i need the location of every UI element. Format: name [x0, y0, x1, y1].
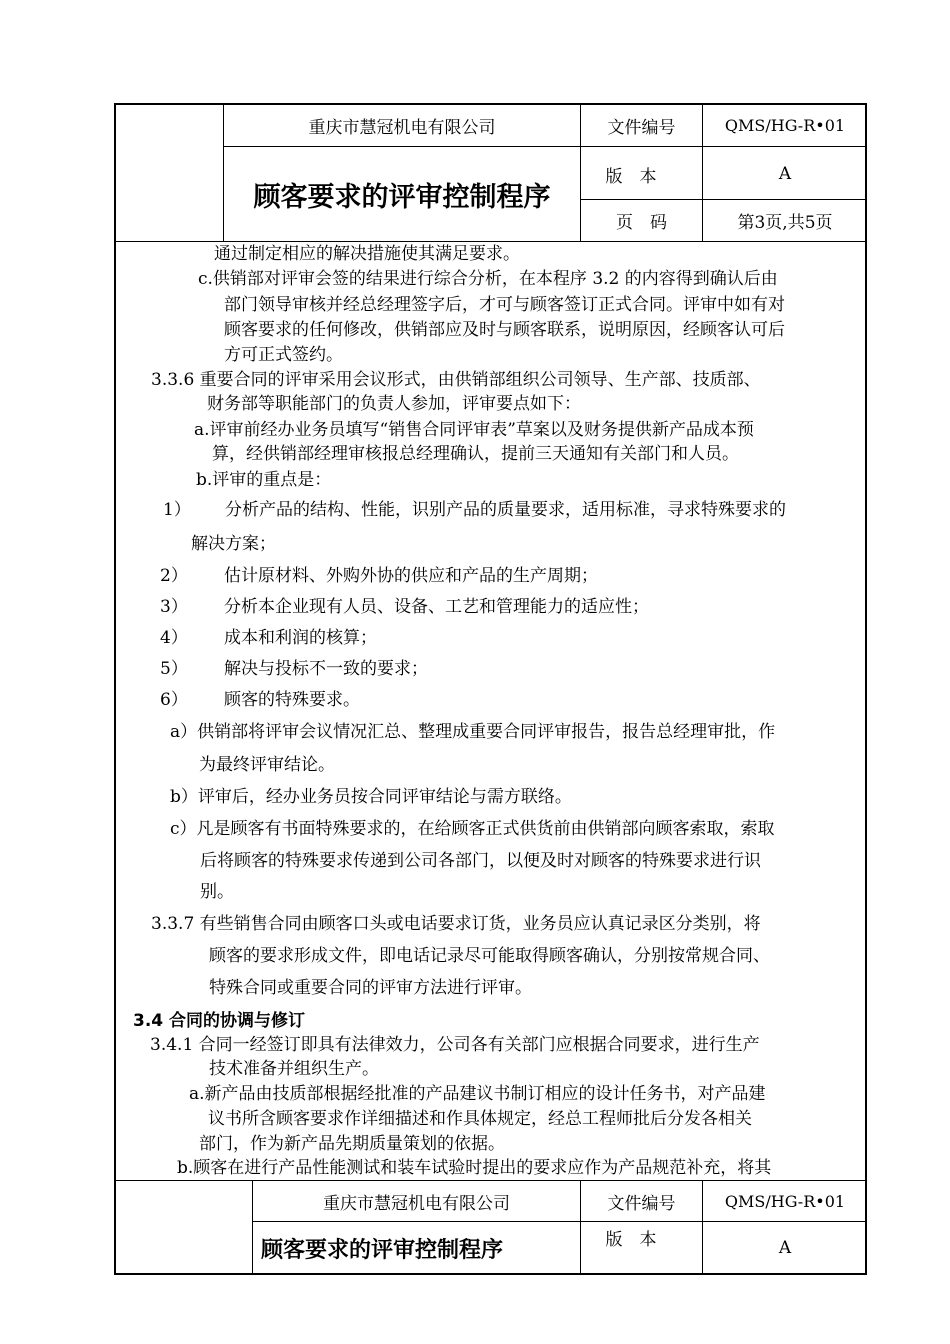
header-doc-title: 顾客要求的评审控制程序 [253, 181, 551, 213]
section-heading: 3.4 合同的协调与修订 [133, 1011, 306, 1031]
body-text-line: 3.4.1 合同一经签订即具有法律效力，公司各有关部门应根据合同要求，进行生产 [150, 1035, 760, 1055]
body-text-line: 分析本企业现有人员、设备、工艺和管理能力的适应性； [224, 597, 649, 617]
body-text-line: b）评审后，经办业务员按合同评审结论与需方联络。 [170, 787, 572, 807]
list-marker: 4） [160, 628, 188, 648]
body-text-line: 顾客的要求形成文件，即电话记录尽可能取得顾客确认，分别按常规合同、 [209, 946, 770, 966]
footer-doc-title: 顾客要求的评审控制程序 [261, 1237, 504, 1263]
footer-company: 重庆市慧冠机电有限公司 [323, 1193, 510, 1214]
header-bottom-line [114, 241, 867, 242]
version-value: A [778, 164, 792, 184]
body-text-line: 算，经供销部经理审核报总经理确认，提前三天通知有关部门和人员。 [212, 444, 739, 464]
body-text-line: 部门，作为新产品先期质量策划的依据。 [199, 1134, 505, 1154]
body-text-line: 3.3.6 重要合同的评审采用会议形式，由供销部组织公司领导、生产部、技质部、 [151, 370, 761, 390]
footer-doc-no-value: QMS/HG-R•01 [724, 1191, 846, 1211]
footer-version-label: 版 本 [605, 1229, 657, 1250]
body-text-line: 通过制定相应的解决措施使其满足要求。 [214, 244, 520, 264]
body-text-line: 为最终评审结论。 [199, 755, 335, 775]
body-text-line: a）供销部将评审会议情况汇总、整理成重要合同评审报告，报告总经理审批，作 [170, 722, 776, 742]
body-text-line: 部门领导审核并经总经理签字后，才可与顾客签订正式合同。评审中如有对 [224, 295, 785, 315]
footer-doc-no-label: 文件编号 [607, 1193, 676, 1214]
body-text-line: 后将顾客的特殊要求传递到公司各部门，以便及时对顾客的特殊要求进行识 [200, 851, 761, 871]
list-marker: 3） [160, 597, 188, 617]
body-text-line: 方可正式签约。 [224, 345, 343, 365]
body-text-line: 技术准备并组织生产。 [209, 1059, 379, 1079]
list-marker: 1） [163, 500, 191, 520]
list-marker: 6） [160, 690, 188, 710]
body-text-line: 估计原材料、外购外协的供应和产品的生产周期； [224, 566, 598, 586]
doc-no-label: 文件编号 [607, 117, 676, 138]
body-text-line: a.新产品由技质部根据经批准的产品建议书制订相应的设计任务书，对产品建 [189, 1084, 766, 1104]
body-text-line: b.顾客在进行产品性能测试和装车试验时提出的要求应作为产品规范补充，将其 [177, 1158, 772, 1178]
body-text-line: 别。 [200, 882, 234, 902]
body-text-line: 分析产品的结构、性能，识别产品的质量要求，适用标准，寻求特殊要求的 [225, 500, 786, 520]
body-text-line: b.评审的重点是： [196, 470, 332, 490]
list-marker: 2） [160, 566, 188, 586]
body-text-line: 3.3.7 有些销售合同由顾客口头或电话要求订货，业务员应认真记录区分类别，将 [151, 914, 761, 934]
header-company: 重庆市慧冠机电有限公司 [308, 117, 496, 138]
body-text-line: 顾客的特殊要求。 [224, 690, 360, 710]
body-text-line: 议书所含顾客要求作详细描述和作具体规定，经总工程师批后分发各相关 [208, 1109, 752, 1129]
page-label: 页 码 [616, 213, 667, 233]
doc-no-value: QMS/HG-R•01 [724, 115, 846, 135]
body-text-line: a.评审前经办业务员填写“销售合同评审表”草案以及财务提供新产品成本预 [194, 420, 754, 440]
body-text-line: c）凡是顾客有书面特殊要求的，在给顾客正式供货前由供销部向顾客索取，索取 [170, 819, 775, 839]
body-text-line: 特殊合同或重要合同的评审方法进行评审。 [209, 978, 532, 998]
page-value: 第3页,共5页 [737, 213, 833, 233]
body-text-line: 解决方案； [191, 534, 276, 554]
body-text-line: c.供销部对评审会签的结果进行综合分析，在本程序 3.2 的内容得到确认后由 [198, 269, 778, 289]
body-text-line: 成本和利润的核算； [224, 628, 377, 648]
version-label: 版 本 [605, 166, 657, 187]
footer-version-value: A [778, 1238, 792, 1258]
body-text-line: 顾客要求的任何修改，供销部应及时与顾客联系，说明原因，经顾客认可后 [224, 320, 785, 340]
list-marker: 5） [160, 659, 188, 679]
body-text-line: 财务部等职能部门的负责人参加，评审要点如下： [207, 394, 581, 414]
body-text-line: 解决与投标不一致的要求； [224, 659, 428, 679]
